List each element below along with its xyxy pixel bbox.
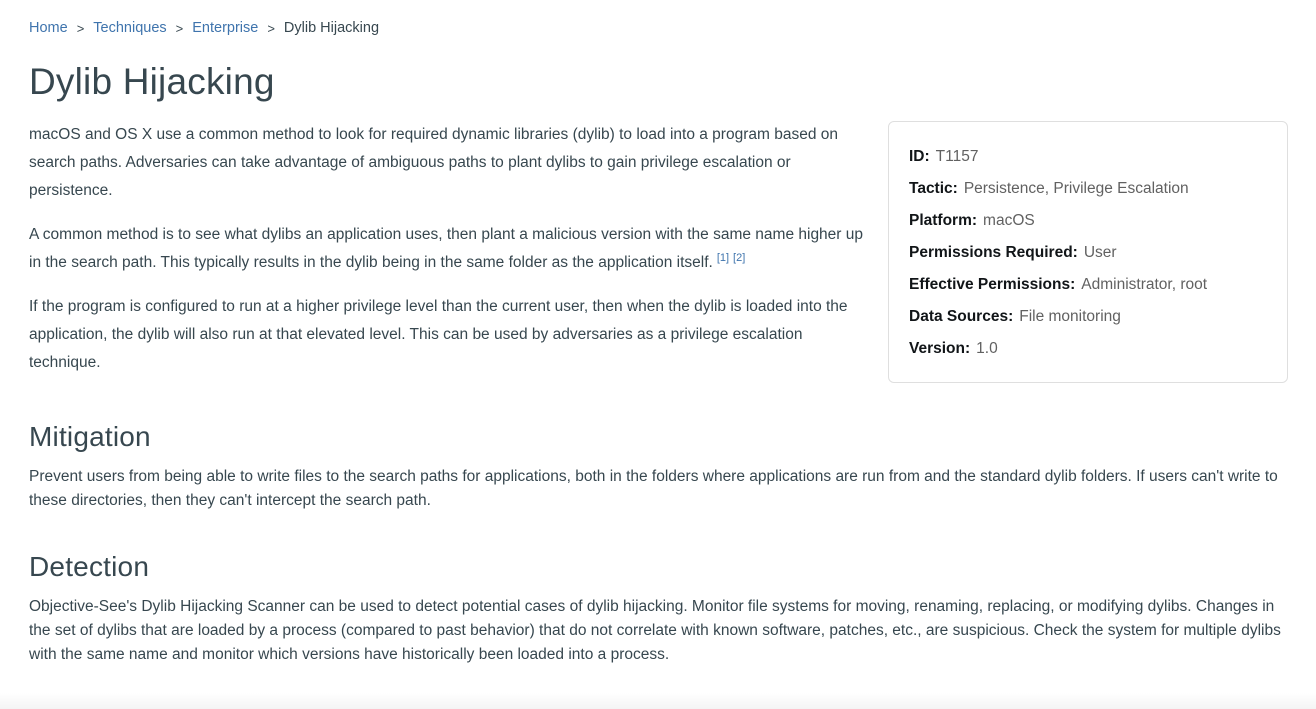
footer-band [0, 693, 1316, 709]
citation-sup-1 [717, 252, 729, 264]
fact-label: Platform: [909, 212, 978, 229]
mitigation-heading: Mitigation [29, 421, 151, 452]
fact-value: User [1083, 244, 1117, 261]
fact-value: File monitoring [1019, 308, 1121, 325]
breadcrumb-link-techniques[interactable]: Techniques [93, 20, 167, 36]
technique-fact-card [888, 121, 1288, 383]
breadcrumb-separator: > [76, 20, 85, 36]
description-paragraph-3: If the program is configured to run at a higher privilege level than the current user, then when the dylib is loaded into the application, the dylib will also run at that elevated level. This can be used by adversaries as a privilege escalation technique. [29, 298, 848, 371]
description-paragraph-1: macOS and OS X use a common method to look for required dynamic libraries (dylib) to load into a program based on search paths. Adversaries can take advantage of ambiguous paths to plant dylibs to gain privilege escalation or persistence. [29, 126, 838, 199]
fact-row-data-sources [909, 301, 1267, 333]
citation-sup-2 [733, 252, 745, 264]
breadcrumb-link-home[interactable]: Home [29, 20, 68, 36]
fact-label: Data Sources: [909, 308, 1014, 325]
mitigation-body: Prevent users from being able to write files to the search paths for applications, both in the folders where applications are run from and the standard dylib folders. If users can't write to these directories, then they can't intercept the search path. [29, 468, 1278, 509]
breadcrumb-current: Dylib Hijacking [283, 20, 380, 36]
fact-row-effective-permissions [909, 269, 1267, 301]
description-and-card-row [29, 121, 1288, 383]
fact-row-id [909, 141, 1267, 173]
breadcrumb-link-enterprise[interactable]: Enterprise [192, 20, 259, 36]
mitigation-section [29, 421, 1288, 513]
fact-label: Effective Permissions: [909, 276, 1076, 293]
fact-label: Permissions Required: [909, 244, 1078, 261]
breadcrumb-separator: > [175, 20, 184, 36]
citation-link-2[interactable]: [2] [733, 251, 746, 264]
breadcrumb-separator: > [267, 20, 275, 36]
technique-description [29, 121, 876, 377]
detection-section [29, 551, 1288, 667]
page-title: Dylib Hijacking [29, 61, 275, 102]
fact-value: T1157 [935, 148, 979, 165]
description-paragraph-2-text: A common method is to see what dylibs an application uses, then plant a malicious version with the same name higher up in the search path. This typically results in the dylib being in the same folder as the application itself. [29, 226, 864, 271]
fact-row-platform [909, 205, 1267, 237]
description-paragraph-2 [29, 221, 876, 277]
fact-row-permissions-required [909, 237, 1267, 269]
breadcrumb [29, 20, 1288, 36]
fact-label: Version: [909, 340, 971, 357]
fact-value: Administrator, root [1081, 276, 1208, 293]
citation-link-1[interactable]: [1] [716, 251, 730, 264]
detection-body: Objective-See's Dylib Hijacking Scanner can be used to detect potential cases of dylib hijacking. Monitor file systems for moving, renaming, replacing, or modifying dylibs. Changes in the set of dylibs that are loaded by a process (compared to past behavior) that do not correlate with known software, patches, etc., are suspicious. Check the system for multiple dylibs with the same name and monitor which versions have historically been loaded into a process. [29, 598, 1281, 663]
fact-row-tactic [909, 173, 1267, 205]
fact-value: macOS [983, 212, 1035, 229]
fact-row-version [909, 333, 1267, 365]
fact-value: 1.0 [976, 340, 998, 357]
fact-label: ID: [909, 148, 930, 165]
detection-heading: Detection [29, 551, 150, 582]
fact-label: Tactic: [909, 180, 958, 197]
fact-value: Persistence, Privilege Escalation [963, 180, 1189, 197]
